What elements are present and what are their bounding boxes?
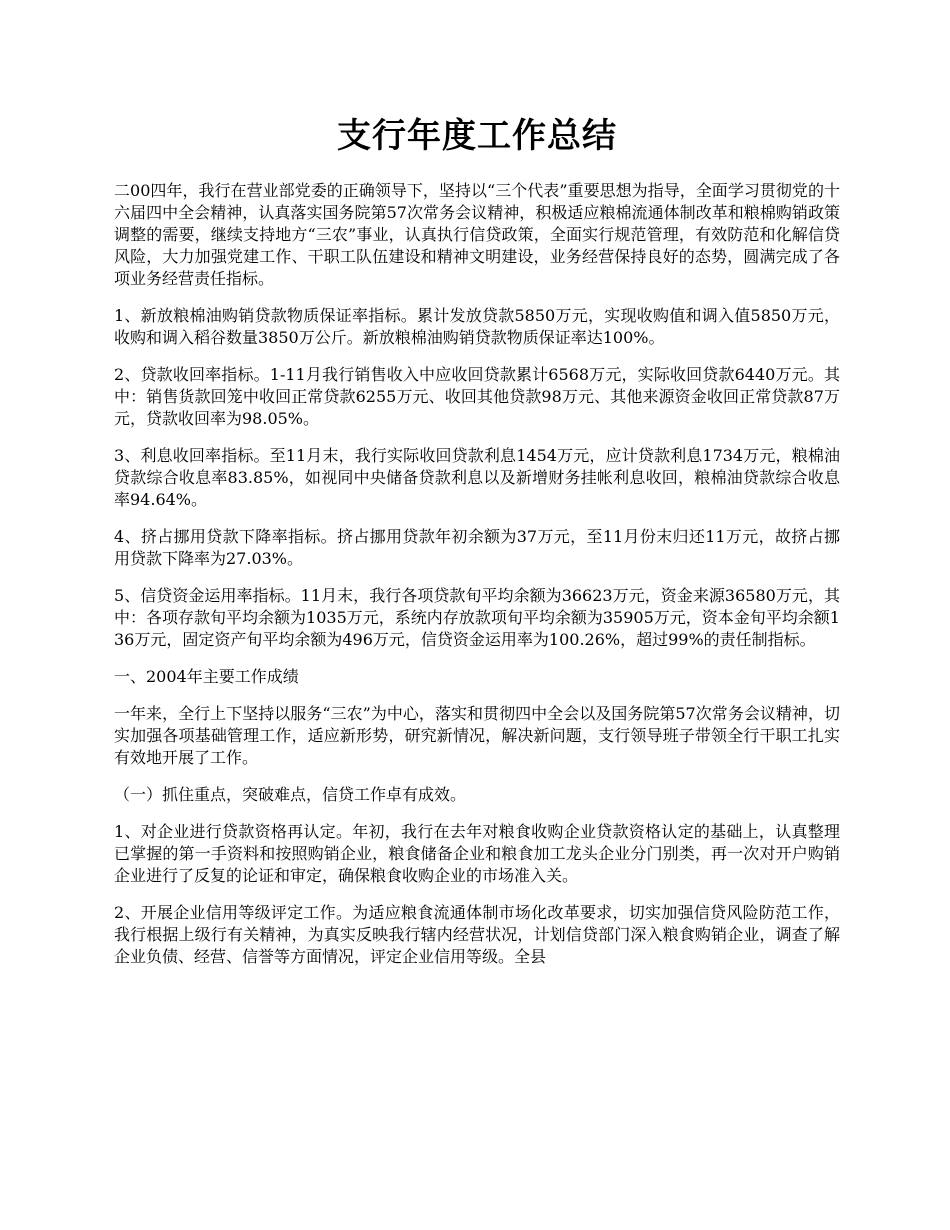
indicator-3-paragraph: 3、利息收回率指标。至11月末，我行实际收回贷款利息1454万元，应计贷款利息1734万元，粮棉油贷款综合收息率83.85%，如视同中央储备贷款利息以及新增财务挂帐利息收回，粮棉油贷款综合收息率94.64%。 bbox=[114, 446, 840, 509]
subsection-heading-credit-work: （一）抓住重点，突破难点，信贷工作卓有成效。 bbox=[114, 785, 467, 804]
indicator-1-paragraph: 1、新放粮棉油购销贷款物质保证率指标。累计发放贷款5850万元，实现收购值和调入值5850万元，收购和调入稻谷数量3850万公斤。新放粮棉油购销贷款物质保证率达100%。 bbox=[114, 306, 840, 347]
indicator-5-paragraph: 5、信贷资金运用率指标。11月末，我行各项贷款旬平均余额为36623万元，资金来源36580万元，其中：各项存款旬平均余额为1035万元，系统内存放款项旬平均余额为35905万元，资本金旬平均余额136万元，固定资产旬平均余额为496万元，信贷资金运用率为100.26%，超过99%的责任制指标。 bbox=[114, 586, 840, 649]
credit-item-2-paragraph: 2、开展企业信用等级评定工作。为适应粮食流通体制市场化改革要求，切实加强信贷风险防范工作，我行根据上级行有关精神，为真实反映我行辖内经营状况，计划信贷部门深入粮食购销企业，调查了解企业负债、经营、信誉等方面情况，评定企业信用等级。全县 bbox=[114, 903, 840, 966]
indicator-4-paragraph: 4、挤占挪用贷款下降率指标。挤占挪用贷款年初余额为37万元，至11月份末归还11万元，故挤占挪用贷款下降率为27.03%。 bbox=[114, 527, 840, 568]
document-title: 支行年度工作总结 bbox=[337, 116, 617, 156]
indicator-2-paragraph: 2、贷款收回率指标。1-11月我行销售收入中应收回贷款累计6568万元，实际收回贷款6440万元。其中：销售货款回笼中收回正常贷款6255万元、收回其他贷款98万元、其他来源资金收回正常贷款87万元，贷款收回率为98.05%。 bbox=[114, 365, 840, 428]
section-heading-achievements: 一、2004年主要工作成绩 bbox=[114, 667, 299, 686]
document-page bbox=[114, 112, 840, 983]
intro-paragraph: 二00四年，我行在营业部党委的正确领导下，坚持以“三个代表”重要思想为指导，全面学习贯彻党的十六届四中全会精神，认真落实国务院第57次常务会议精神，积极适应粮棉流通体制改革和粮棉购销政策调整的需要，继续支持地方“三农”事业，认真执行信贷政策，全面实行规范管理，有效防范和化解信贷风险，大力加强党建工作、干职工队伍建设和精神文明建设，业务经营保持良好的态势，圆满完成了各项业务经营责任指标。 bbox=[114, 181, 840, 288]
credit-item-1-paragraph: 1、对企业进行贷款资格再认定。年初，我行在去年对粮食收购企业贷款资格认定的基础上，认真整理已掌握的第一手资料和按照购销企业，粮食储备企业和粮食加工龙头企业分门别类，再一次对开户购销企业进行了反复的论证和审定，确保粮食收购企业的市场准入关。 bbox=[114, 822, 840, 885]
achievements-summary-paragraph: 一年来，全行上下坚持以服务“三农”为中心，落实和贯彻四中全会以及国务院第57次常务会议精神，切实加强各项基础管理工作，适应新形势，研究新情况，解决新问题，支行领导班子带领全行干职工扎实有效地开展了工作。 bbox=[114, 704, 840, 767]
